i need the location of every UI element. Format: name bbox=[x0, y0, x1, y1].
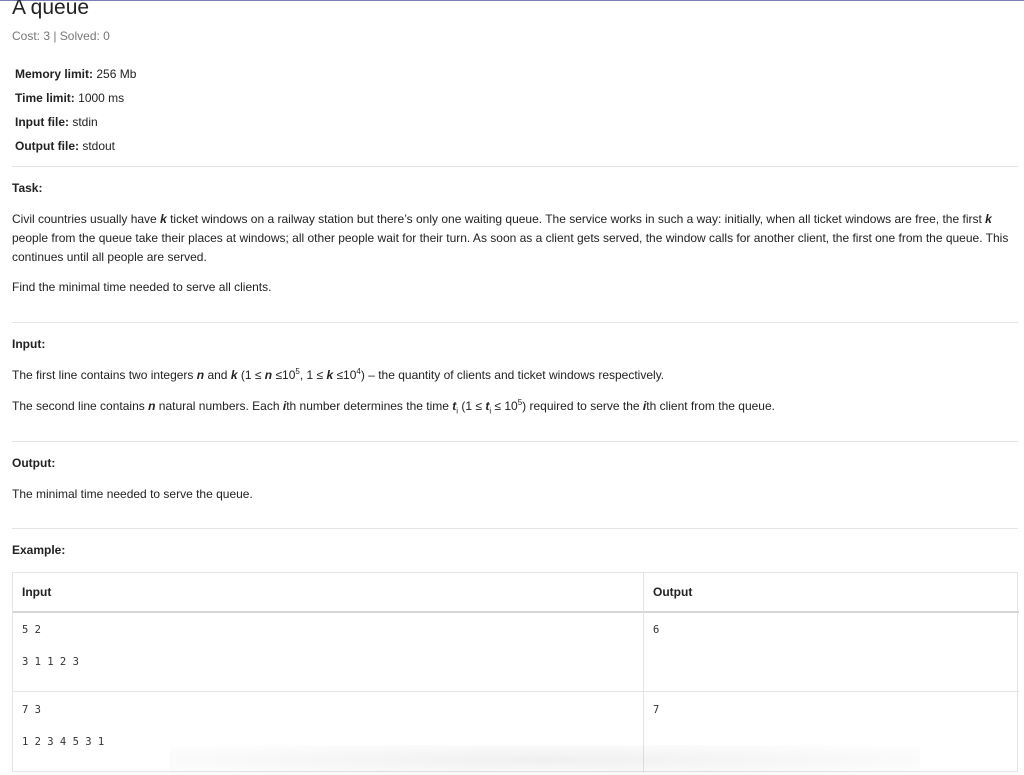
superscript: 5 bbox=[295, 367, 300, 376]
text-run: ticket windows on a railway station but there’s only one waiting queue. The service works in such a way: initially, when all ticket windows are free, the first bbox=[166, 212, 986, 226]
row-divider bbox=[13, 691, 1019, 692]
text-run: , 1 ≤ bbox=[299, 368, 327, 382]
superscript: 5 bbox=[517, 398, 523, 407]
example-input-line: 5 2 bbox=[22, 624, 41, 636]
input-file bbox=[15, 110, 136, 134]
text-run: (1 ≤ bbox=[237, 368, 265, 382]
input-heading: Input: bbox=[12, 337, 46, 351]
example-heading: Example: bbox=[12, 543, 66, 557]
math-variable: k bbox=[230, 368, 238, 382]
text-run: The second line contains bbox=[12, 399, 149, 413]
math-variable: t bbox=[452, 399, 457, 413]
memory-limit-value: 256 Mb bbox=[96, 67, 137, 81]
column-header-input: Input bbox=[22, 585, 52, 599]
math-variable: k bbox=[326, 368, 334, 382]
scroll-shadow bbox=[170, 745, 920, 775]
text-run: ) required to serve the bbox=[522, 399, 643, 413]
top-border bbox=[0, 0, 1024, 1]
input-file-value: stdin bbox=[72, 115, 98, 129]
text-run: The first line contains two integers bbox=[12, 368, 197, 382]
output-file-label: Output file: bbox=[15, 139, 79, 153]
divider bbox=[12, 166, 1018, 167]
limits-block bbox=[15, 62, 136, 158]
output-text: The minimal time needed to serve the queue. bbox=[12, 487, 253, 501]
text-run: (1 ≤ bbox=[458, 399, 486, 413]
text-run: ≤10 bbox=[333, 368, 357, 382]
memory-limit bbox=[15, 62, 136, 86]
task-paragraph bbox=[12, 210, 1016, 267]
divider bbox=[12, 441, 1018, 442]
input-paragraph bbox=[12, 397, 1016, 416]
time-limit-label: Time limit: bbox=[15, 91, 75, 105]
text-run: and bbox=[204, 368, 231, 382]
example-input-line: 3 1 1 2 3 bbox=[22, 656, 79, 668]
memory-limit-label: Memory limit: bbox=[15, 67, 94, 81]
math-variable: n bbox=[148, 399, 156, 413]
time-limit-value: 1000 ms bbox=[78, 91, 125, 105]
example-output-value: 6 bbox=[653, 624, 660, 636]
text-run: natural numbers. Each bbox=[155, 399, 283, 413]
output-file bbox=[15, 134, 136, 158]
output-heading: Output: bbox=[12, 456, 56, 470]
input-paragraph bbox=[12, 366, 1016, 385]
text-run: ≤10 bbox=[272, 368, 296, 382]
divider bbox=[12, 528, 1018, 529]
input-file-label: Input file: bbox=[15, 115, 69, 129]
subscript: i bbox=[489, 406, 492, 416]
math-variable: t bbox=[485, 399, 490, 413]
divider bbox=[12, 322, 1018, 323]
time-limit bbox=[15, 86, 136, 110]
header-divider bbox=[13, 611, 1019, 613]
text-run: Find the minimal time needed to serve all clients. bbox=[12, 280, 272, 294]
math-variable: i bbox=[282, 399, 287, 413]
column-header-output: Output bbox=[653, 585, 693, 599]
text-run: ) – the quantity of clients and ticket windows respectively. bbox=[360, 368, 665, 382]
text-run: Civil countries usually have bbox=[12, 212, 161, 226]
text-run: th number determines the time bbox=[286, 399, 453, 413]
text-run: ≤ 10 bbox=[491, 399, 518, 413]
subscript: i bbox=[456, 406, 459, 416]
text-run: people from the queue take their places at windows; all other people wait for their turn. As soon as a client gets served, the window calls for another client, the first one from the queue. This continues until all people are served. bbox=[12, 231, 1009, 264]
task-heading: Task: bbox=[12, 181, 43, 195]
math-variable: k bbox=[160, 212, 167, 226]
math-variable: i bbox=[642, 399, 647, 413]
superscript: 4 bbox=[356, 367, 361, 376]
math-variable: n bbox=[196, 368, 205, 382]
example-table bbox=[12, 572, 1018, 772]
problem-meta: Cost: 3 | Solved: 0 bbox=[12, 29, 110, 43]
output-file-value: stdout bbox=[82, 139, 116, 153]
example-input-line: 7 3 bbox=[22, 704, 41, 716]
text-run: th client from the queue. bbox=[646, 399, 775, 413]
column-divider bbox=[643, 573, 644, 773]
math-variable: n bbox=[264, 368, 273, 382]
example-input-line: 1 2 3 4 5 3 1 bbox=[22, 736, 105, 748]
task-paragraph bbox=[12, 278, 1016, 297]
math-variable: k bbox=[985, 212, 992, 226]
problem-title: A queue bbox=[12, 0, 90, 19]
example-output-value: 7 bbox=[653, 704, 660, 716]
